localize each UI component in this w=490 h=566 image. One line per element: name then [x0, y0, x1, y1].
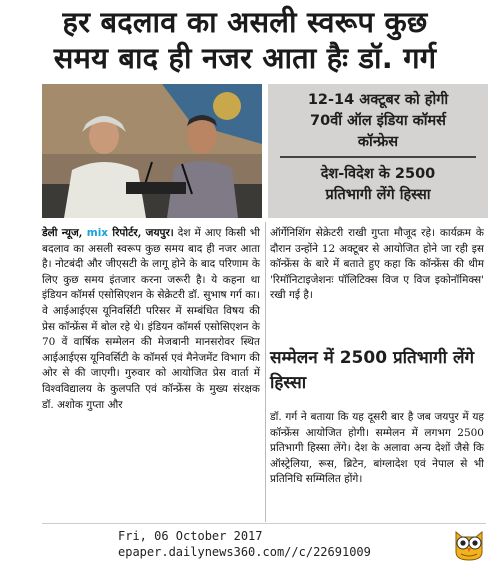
publication-date: Fri, 06 October 2017 — [118, 529, 263, 543]
headline — [8, 4, 482, 76]
sidebox-line-5: प्रतिभागी लेंगे हिस्सा — [325, 187, 431, 203]
article-column-3 — [270, 410, 484, 488]
headline-line-1: हर बदलाव का असली स्वरूप कुछ — [62, 5, 428, 39]
participants-block — [268, 164, 488, 206]
footer-rule — [42, 523, 486, 524]
article-column-2 — [270, 226, 484, 304]
epaper-url[interactable]: epaper.dailynews360.com//c/22691009 — [118, 545, 371, 559]
column-divider — [265, 222, 266, 522]
press-conference-photo — [42, 84, 262, 218]
sidebox-divider — [280, 156, 476, 158]
sidebox-line-4: देश-विदेश के 2500 — [320, 166, 436, 182]
conference-dates-block — [268, 90, 488, 153]
press-conference-illustration — [42, 84, 262, 218]
dateline-source: डेली न्यूज, — [42, 227, 83, 239]
article-body-col1: देश में आए किसी भी बदलाव का असली स्वरूप कुछ समय बाद ही नजर आता है। नोटबंदी और जीएसटी के लागू होने के बाद परिणाम के लिए कुछ समय इंतजार करना जरूरी है। ये कहना था इंडियन कॉमर्स एसोसिएशन के सेक्रेटरी डॉ. सुभाष गर्ग का। वे आईआईएस यूनिवर्सिटी परिसर में सम्बंधित विषय की प्रेस कॉन्फ्रेंस में बोल रहे थे। इंडियन कॉमर्स एसोसिएशन के 70 वें वार्षिक सम्मेलन की मेजबानी मानसरोवर स्थित आईआईएस यूनिवर्सिटी के कॉमर्स एवं मैनेजमेंट विभाग की ओर से की जाएगी। गुरुवार को आयोजित प्रेस वार्ता में विश्वविद्यालय के कुलपति एवं कॉन्फ्रेंस के मुख्य संरक्षक डॉ. अशोक गुप्ता और — [42, 227, 261, 411]
headline-line-2: समय बाद ही नजर आता हैः डॉ. गर्ग — [53, 41, 437, 75]
article-column-1 — [42, 226, 260, 413]
sidebox-line-1: 12-14 अक्टूबर को होगी — [307, 92, 449, 108]
dateline-place: रिपोर्टर, जयपुर। — [112, 227, 174, 239]
sidebox-line-3: कॉन्फ्रेस — [357, 134, 399, 150]
mix-logo-text: mix — [86, 227, 109, 239]
article-body-col3: डॉ. गर्ग ने बताया कि यह दूसरी बार है जब जयपुर में यह कॉन्फ्रेंस आयोजित होगी। सम्मेलन में लगभग 2500 प्रतिभागी हिस्सा लेंगे। देश के अलावा अन्य देशों जैसे कि ऑस्ट्रेलिया, रूस, ब्रिटेन, बांग्लादेश एवं नेपाल से भी प्रतिनिधि सम्मिलित होंगे। — [270, 411, 484, 486]
owl-mascot-icon — [452, 526, 486, 562]
sidebox-line-2: 70वीं ऑल इंडिया कॉमर्स — [310, 113, 446, 129]
subheading: सम्मेलन में 2500 प्रतिभागी लेंगे हिस्सा — [270, 348, 475, 393]
epaper-footer — [118, 528, 371, 560]
dateline — [42, 227, 174, 239]
article-body-col2: ऑर्गेनिशिंग सेक्रेटरी राखी गुप्ता मौजूद रहे। कार्यक्रम के दौरान उन्होंने 12 अक्टूबर से आयोजित होने जा रही इस कॉन्फ्रेंस के बारे में बताते हुए कहा कि कॉन्फ्रेंस की थीम 'रिमॉनिटाइजेशनः पॉलिटिक्स विज ए विज इकोनॉमिक्स' रखी गई है। — [270, 227, 484, 302]
conference-info-box — [268, 84, 488, 218]
